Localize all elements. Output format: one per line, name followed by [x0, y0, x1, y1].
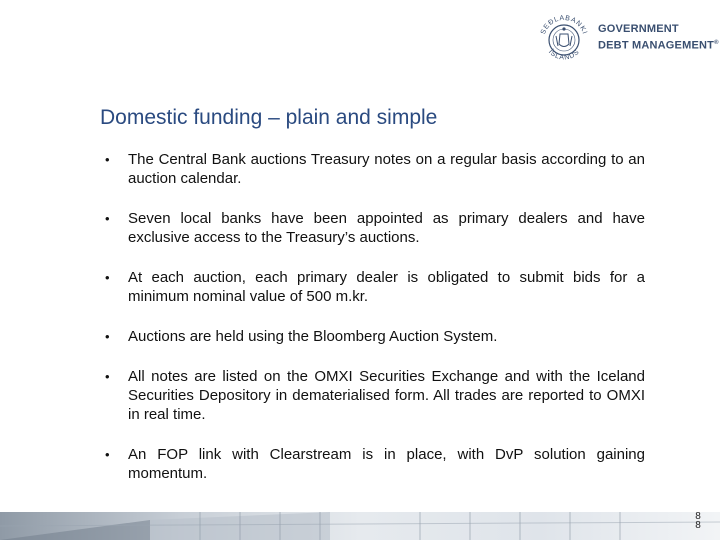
bullet-item	[100, 367, 645, 424]
bullet-icon: •	[105, 329, 110, 344]
bullet-icon: •	[105, 369, 110, 384]
bullet-icon: •	[105, 270, 110, 285]
logo-line-2: DEBT MANAGEMENT	[598, 39, 715, 52]
slide-title: Domestic funding – plain and simple	[100, 106, 438, 129]
bullet-item	[100, 209, 645, 247]
bullet-item	[100, 268, 645, 306]
bullet-text: The Central Bank auctions Treasury notes on a regular basis according to an auction calendar.	[128, 151, 645, 187]
logo-line-1: GOVERNMENT	[598, 23, 679, 35]
bullet-text: Auctions are held using the Bloomberg Auction System.	[128, 328, 498, 345]
bullet-text: At each auction, each primary dealer is obligated to submit bids for a minimum nominal value of 500 m.kr.	[128, 269, 645, 305]
bullet-icon: •	[105, 447, 110, 462]
bullet-item	[100, 150, 645, 188]
logo-wordmark: GOVERNMENT DEBT MANAGEMENT®	[598, 23, 719, 52]
bullet-text: An FOP link with Clearstream is in place, with DvP solution gaining momentum.	[128, 446, 645, 482]
seal-bottom-text: ÍSLANDS	[546, 48, 582, 62]
bullet-icon: •	[105, 152, 110, 167]
bullet-item	[100, 445, 645, 483]
page-number: 8 8	[695, 511, 701, 531]
bullet-text: Seven local banks have been appointed as primary dealers and have exclusive access to the Treasury’s auctions.	[128, 210, 645, 246]
footer-building-image	[0, 512, 720, 540]
bullet-list	[100, 150, 645, 504]
central-bank-seal-logo	[536, 6, 592, 72]
seal-top-text: SEÐLABANKI	[539, 14, 589, 36]
bullet-item	[100, 327, 645, 346]
bullet-text: All notes are listed on the OMXI Securities Exchange and with the Iceland Securities Depository in dematerialised form. All trades are reported to OMXI in real time.	[128, 368, 645, 423]
bullet-icon: •	[105, 211, 110, 226]
